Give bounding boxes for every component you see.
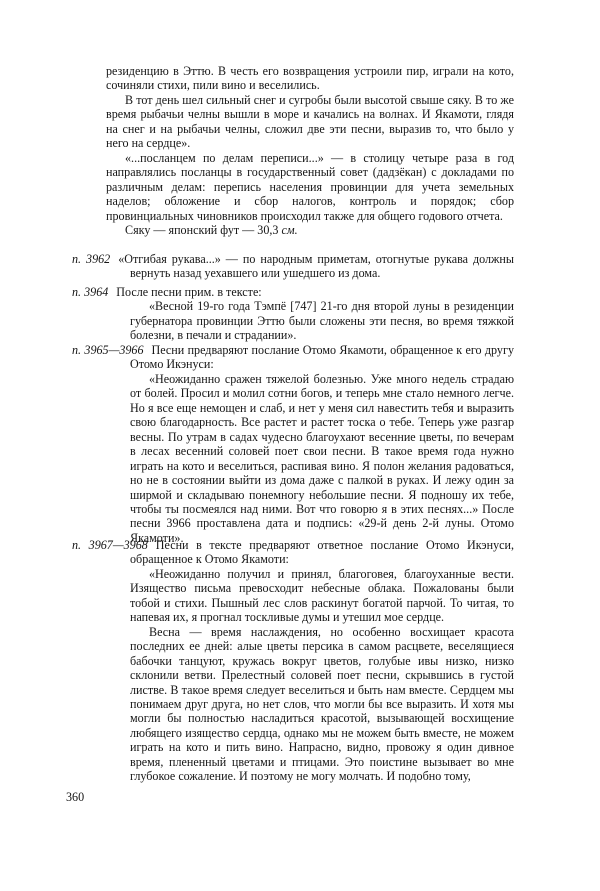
- entry-number: п. 3964: [72, 285, 109, 299]
- entry-line: [72, 252, 514, 281]
- entry-quote: «Неожиданно сражен тяжелой болезнью. Уже много недель страдаю от болей. Просил и молил сотни богов, и теперь мне стало немного легче. Но я все еще немощен и слаб, и нет у меня сил навестить тебя и выразить свою благодарность. Все растет и растет тоска о тебе. Теперь уже разгар весны. По утрам в садах чудесно благоухают весенние цветы, по вечерам в лесах весенний соловей поет свои песни. В такое время года нужно играть на кото и веселиться, распивая вино. Я полон желания радоваться, но не в состоянии выйти из дома даже с палкой в руках. И лежу один за ширмой и складываю понемногу небольшие песни. Я подношу их тебе, чтобы ты посмеялся над ними. Вот что говорю я в этих песнях...» После песни 3966 проставлена дата и подпись: «29-й день 2-й луны. Отомо Якамоти».: [130, 371, 514, 545]
- entry-text: Песни в тексте предваряют ответное послание Отомо Икэнуси, обращенное к Отомо Якамоти:: [130, 538, 514, 567]
- paragraph: резиденцию в Эттю. В честь его возвращения устроили пир, играли на кото, сочиняли стихи, пили вино и веселились.: [106, 64, 514, 93]
- entry-number: п. 3965—3966: [72, 343, 144, 357]
- entry-quote: Весна — время наслаждения, но особенно восхищает красота последних ее дней: алые цветы персика в самом расцвете, веселящиеся бабочки танцуют, кружась вокруг цветов, голубые ивы низко, низко склонили ветви. Прелестный соловей поет песни, скрывшись в густой листве. В такое время следует веселиться и быть нам вместе. Сердцем мы понимаем друг друга, но нет слов, что могли бы все выразить. И хотя мы могли бы полностью насладиться красотой, вызывающей восхищение любящего изящество сердца, однако мы не можем быть вместе, не можем играть на кото и пить вино. Напрасно, видно, провожу я один дивное время, плененный цветами и птицами. Это поистине вызывает во мне глубокое сожаление. И поэтому не могу молчать. И подобно тому,: [130, 624, 514, 784]
- entry-number: п. 3967—3968: [72, 538, 148, 552]
- entry-inner: [66, 343, 514, 545]
- gloss-unit: см.: [281, 222, 298, 237]
- entry-line: [72, 538, 514, 567]
- paragraph: В тот день шел сильный снег и сугробы были высотой свыше сяку. В то же время рыбачьи челны вышли в море и качались на волнах. И Якамоти, глядя на снег и на рыбачьи челны, сложил две эти песни, выразив то, что было у него на сердце».: [106, 92, 514, 151]
- entry-inner: [66, 538, 514, 784]
- intro-text-block: [106, 64, 514, 237]
- gloss-line: [106, 223, 514, 237]
- entry-text: После песни прим. в тексте:: [116, 285, 262, 299]
- entry-text: Песни предваряют послание Отомо Якамоти, обращенное к его другу Отомо Икэнуси:: [130, 343, 514, 372]
- commentary-entry: [66, 538, 514, 784]
- entry-inner: [66, 285, 514, 343]
- gloss-text: Сяку — японский фут — 30,3: [125, 222, 282, 237]
- entry-inner: [66, 252, 514, 281]
- page-number: 360: [66, 790, 85, 804]
- entry-number: п. 3962: [72, 252, 111, 266]
- commentary-entry: [66, 285, 514, 343]
- entry-text: «Отгибая рукава...» — по народным приметам, отогнутые рукава должны вернуть назад уехавшего или ушедшего из дома.: [118, 252, 514, 281]
- paragraph: «...посланцем по делам переписи...» — в столицу четыре раза в год направлялись посланцы в государственный совет (дадзёкан) с докладами по различным делам: перепись населения провинции для учета земельных наделов; обложение и сбор налогов, контроль и порядок; сбор провинциальных чиновников происходил также для общего годового отчета.: [106, 150, 514, 223]
- entry-line: [72, 285, 514, 299]
- entry-quote: «Весной 19-го года Тэмпё [747] 21-го дня второй луны в резиденции губернатора провинции Эттю были сложены эти песня, во время тяжкой болезни, в печали и страдании».: [130, 299, 514, 343]
- entry-line: [72, 343, 514, 372]
- entry-quote: «Неожиданно получил и принял, благоговея, благоуханные вести. Изящество письма превосходит небесные облака. Пожалованы были тобой и стихи. Пышный лес слов раскинут богатой парчой. То читая, то напевая их, я прогнал тоскливые думы и утешил мое сердце.: [130, 566, 514, 625]
- commentary-entry: [66, 252, 514, 281]
- commentary-entry: [66, 343, 514, 545]
